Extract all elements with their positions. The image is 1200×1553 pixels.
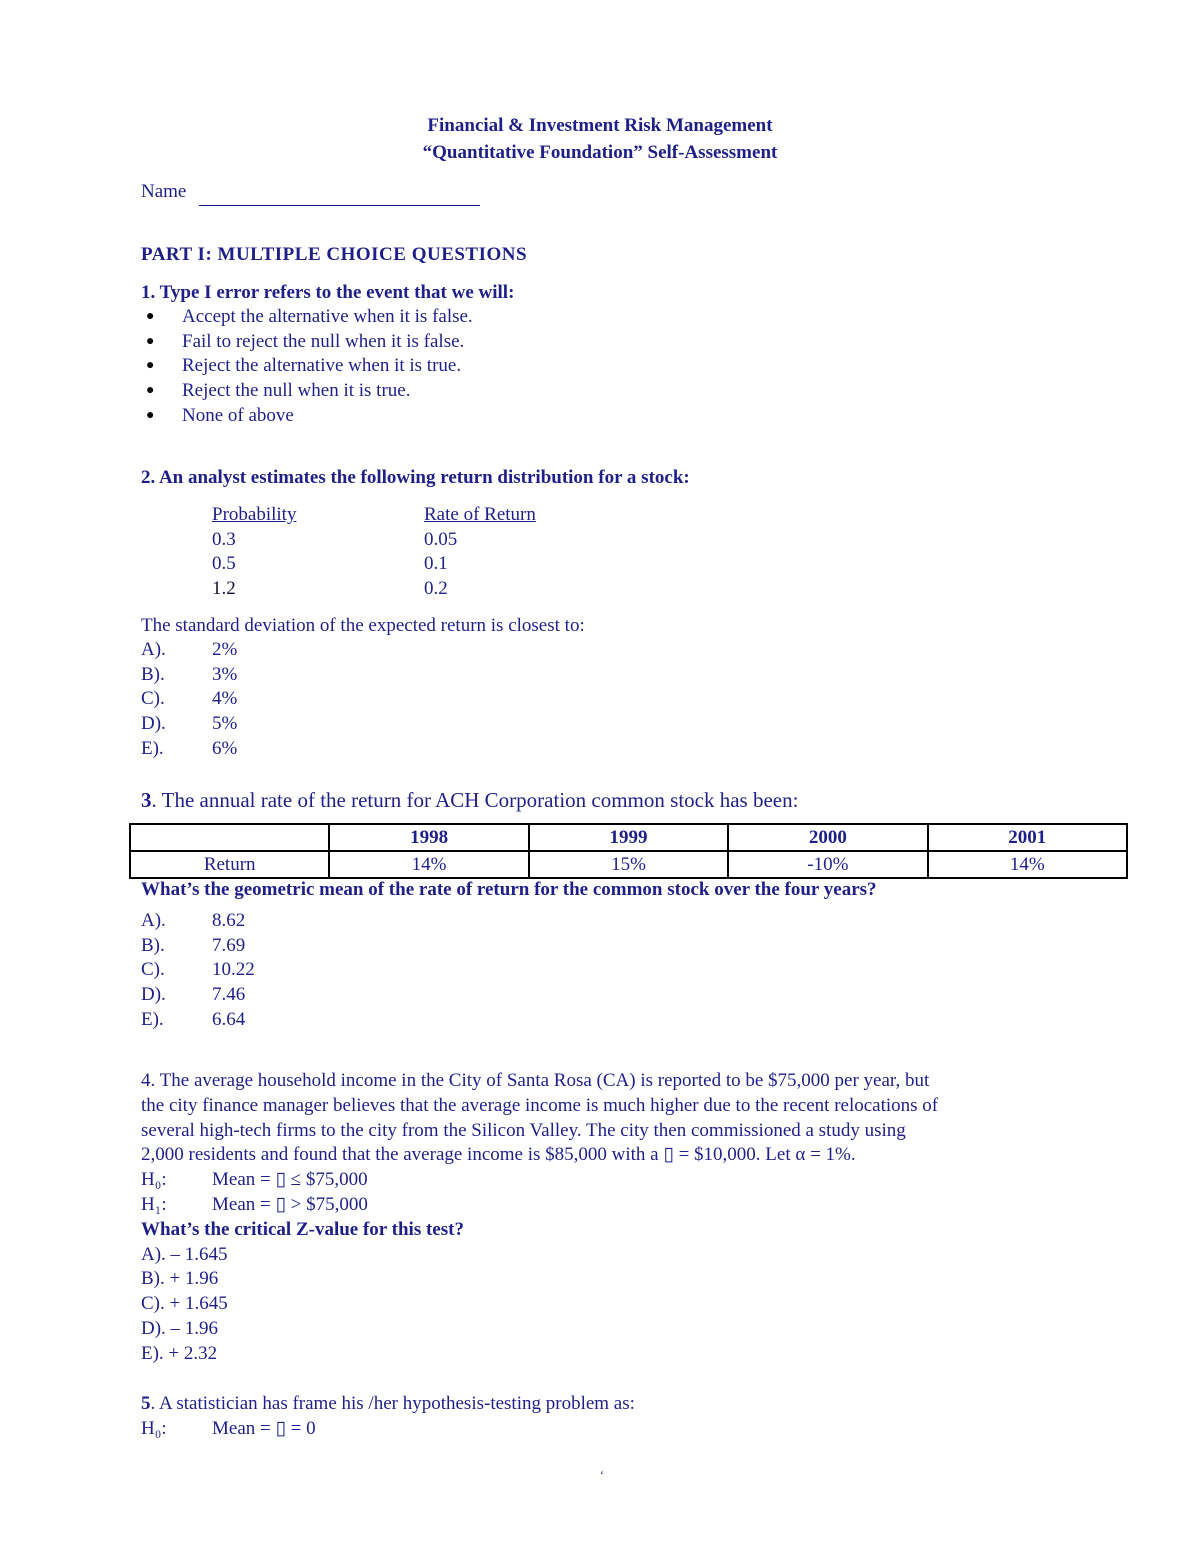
part1-heading: PART I: MULTIPLE CHOICE QUESTIONS: [141, 244, 528, 265]
q1-option: Accept the alternative when it is false.: [182, 306, 473, 327]
q2-question: 2. An analyst estimates the following return distribution for a stock:: [141, 467, 690, 488]
probability-value: 0.5: [212, 553, 236, 574]
bullet-icon: ●: [146, 334, 155, 349]
q4-h1-text: Mean = ▯ > $75,000: [212, 1194, 368, 1215]
q4-text-line: several high-tech firms to the city from the Silicon Valley. The city then commissioned a study using: [141, 1120, 906, 1141]
table-header-cell: 2000: [728, 824, 927, 851]
table-cell: 15%: [529, 851, 728, 878]
bullet-icon: ●: [146, 309, 155, 324]
bullet-icon: ●: [146, 408, 155, 423]
q4-text-line: 4. The average household income in the City of Santa Rosa (CA) is reported to be $75,000 per year, but: [141, 1070, 930, 1091]
probability-header: Probability: [212, 504, 297, 525]
q2-prompt: The standard deviation of the expected return is closest to:: [141, 615, 585, 636]
q5-intro-text: . A statistician has frame his /her hypothesis-testing problem as:: [150, 1393, 635, 1414]
option-letter: C).: [141, 688, 165, 709]
table-header-cell: 1998: [329, 824, 528, 851]
q4-option: B). + 1.96: [141, 1268, 219, 1289]
q4-option: E). + 2.32: [141, 1343, 218, 1364]
table-header-row: [130, 824, 1127, 851]
option-text: 5%: [212, 713, 238, 734]
q4-option: C). + 1.645: [141, 1293, 228, 1314]
page-mark: ‘: [600, 1468, 604, 1482]
option-letter: D).: [141, 713, 166, 734]
option-text: 3%: [212, 664, 238, 685]
q4-text-line: 2,000 residents and found that the average income is $85,000 with a ▯ = $10,000. Let α = 1%.: [141, 1144, 856, 1165]
q5-h0-label: H₀:: [141, 1418, 167, 1439]
q1-option: Reject the alternative when it is true.: [182, 355, 462, 376]
probability-value: 0.3: [212, 529, 236, 550]
option-text: 7.69: [212, 935, 246, 956]
option-letter: D).: [141, 984, 166, 1005]
option-letter: A).: [141, 639, 166, 660]
option-text: 6.64: [212, 1009, 246, 1030]
return-value: 0.1: [424, 553, 448, 574]
option-letter: B).: [141, 935, 165, 956]
rate-of-return-header: Rate of Return: [424, 504, 536, 525]
bullet-icon: ●: [146, 383, 155, 398]
bullet-icon: ●: [146, 358, 155, 373]
option-text: 6%: [212, 738, 238, 759]
table-cell: -10%: [728, 851, 927, 878]
return-value: 0.2: [424, 578, 448, 599]
option-letter: A).: [141, 910, 166, 931]
q1-option: None of above: [182, 405, 294, 426]
probability-value: 1.2: [212, 578, 236, 599]
name-blank-line: [199, 204, 480, 206]
q5-intro: [141, 1392, 635, 1416]
option-text: 7.46: [212, 984, 246, 1005]
ach-return-table: [129, 823, 1128, 879]
q1-question: 1. Type I error refers to the event that we will:: [141, 282, 515, 303]
option-letter: E).: [141, 738, 164, 759]
option-text: 2%: [212, 639, 238, 660]
document-subtitle: “Quantitative Foundation” Self-Assessment: [422, 142, 778, 163]
q1-option: Reject the null when it is true.: [182, 380, 411, 401]
q5-h0-text: Mean = ▯ = 0: [212, 1418, 316, 1439]
q3-number: 3: [141, 788, 152, 812]
q4-option: A). – 1.645: [141, 1244, 228, 1265]
table-header-cell: 2001: [928, 824, 1127, 851]
table-cell: 14%: [928, 851, 1127, 878]
name-label: Name: [141, 181, 187, 202]
table-row: [130, 851, 1127, 878]
option-letter: C).: [141, 959, 165, 980]
option-letter: E).: [141, 1009, 164, 1030]
q4-text-line: the city finance manager believes that the average income is much higher due to the recent relocations of: [141, 1095, 939, 1116]
q4-h0-label: H₀:: [141, 1169, 167, 1190]
option-text: 4%: [212, 688, 238, 709]
q4-option: D). – 1.96: [141, 1318, 219, 1339]
table-cell: 14%: [329, 851, 528, 878]
q4-h0-text: Mean = ▯ ≤ $75,000: [212, 1169, 368, 1190]
option-text: 10.22: [212, 959, 255, 980]
option-text: 8.62: [212, 910, 246, 931]
q3-intro-text: . The annual rate of the return for ACH Corporation common stock has been:: [151, 788, 799, 812]
table-header-cell: [130, 824, 329, 851]
return-value: 0.05: [424, 529, 458, 550]
q1-option: Fail to reject the null when it is false.: [182, 331, 465, 352]
q3-question: What’s the geometric mean of the rate of return for the common stock over the four years?: [141, 879, 877, 900]
document-title: Financial & Investment Risk Management: [427, 115, 773, 136]
q4-question: What’s the critical Z-value for this test?: [141, 1219, 464, 1240]
q4-h1-label: H₁:: [141, 1194, 167, 1215]
table-cell: Return: [130, 851, 329, 878]
table-header-cell: 1999: [529, 824, 728, 851]
q5-number: 5: [141, 1393, 151, 1414]
option-letter: B).: [141, 664, 165, 685]
q3-intro: [141, 788, 798, 812]
